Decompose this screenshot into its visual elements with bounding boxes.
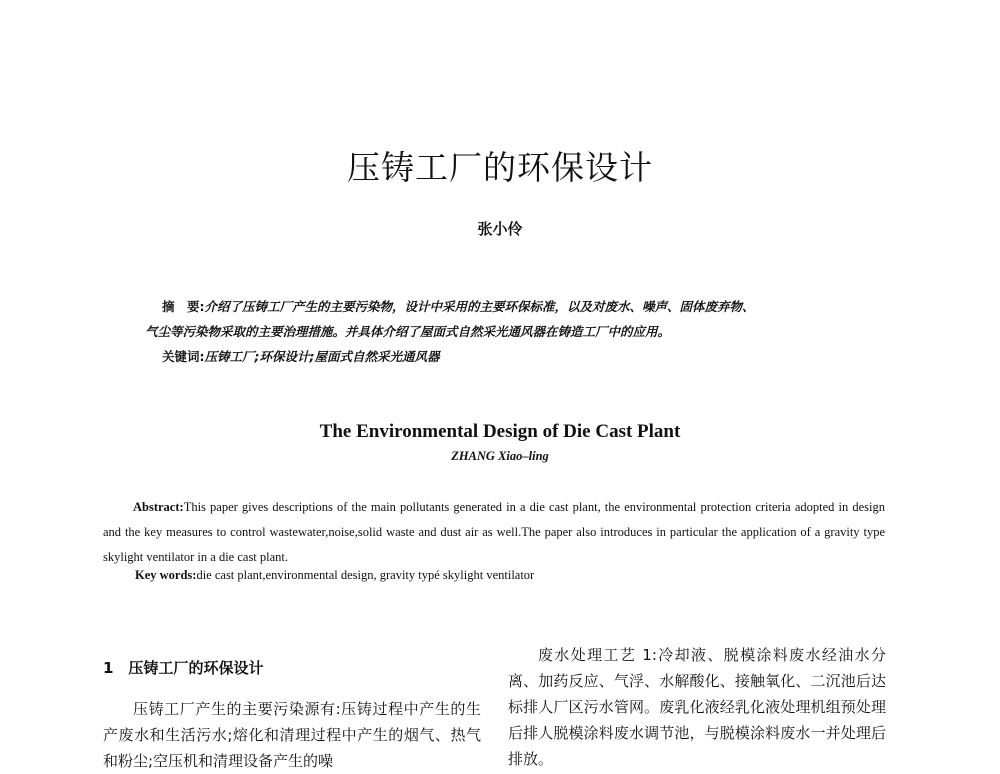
english-keywords — [135, 568, 534, 583]
chinese-abstract-line-2: 气尘等污染物采取的主要治理措施。并具体介绍了屋面式自然采光通风器在铸造工厂中的应用。 — [145, 324, 671, 339]
english-abstract — [103, 495, 885, 570]
chinese-keywords-label: 关键词: — [162, 349, 205, 364]
chinese-abstract-label: 摘 要: — [162, 299, 205, 314]
chinese-abstract-line-1 — [162, 297, 952, 315]
english-keywords-text: die cast plant,environmental design, gravity typé skylight ventilator — [196, 568, 535, 582]
chinese-title: 压铸工厂的环保设计 — [347, 148, 653, 187]
english-title: The Environmental Design of Die Cast Plant — [319, 421, 681, 442]
section-1-heading: 1 压铸工厂的环保设计 — [103, 659, 264, 677]
chinese-keywords — [162, 347, 440, 365]
english-abstract-label: Abstract: — [133, 500, 184, 514]
english-author: ZHANG Xiao–ling — [451, 449, 549, 463]
chinese-abstract-text-1: 介绍了压铸工厂产生的主要污染物，设计中采用的主要环保标准，以及对废水、噪声、固体废弃物、 — [204, 299, 755, 314]
english-keywords-label: Key words: — [135, 568, 197, 582]
english-abstract-text: This paper gives descriptions of the main pollutants generated in a die cast plant, the environmental protection criteria adopted in design and the key measures to control wastewater,noise,solid waste and dust air as well.The paper also introduces in particular the application of a gravity type skylight ventilator in a die cast plant. — [103, 500, 885, 564]
chinese-author: 张小伶 — [477, 220, 523, 238]
chinese-keywords-text: 压铸工厂;环保设计;屋面式自然采光通风器 — [204, 349, 440, 364]
left-column-paragraph: 压铸工厂产生的主要污染源有:压铸过程中产生的生产废水和生活污水;熔化和清理过程中产生的烟气、热气和粉尘;空压机和清理设备产生的噪 — [103, 700, 481, 770]
right-column-paragraph: 废水处理工艺 1:冷却液、脱模涂料废水经油水分离、加药反应、气浮、水解酸化、接触氧化、二沉池后达标排人厂区污水管网。废乳化液经乳化液处理机组预处理后排人脱模涂料废水调节池，与脱模涂料废水一并处理后排放。 — [508, 646, 886, 768]
